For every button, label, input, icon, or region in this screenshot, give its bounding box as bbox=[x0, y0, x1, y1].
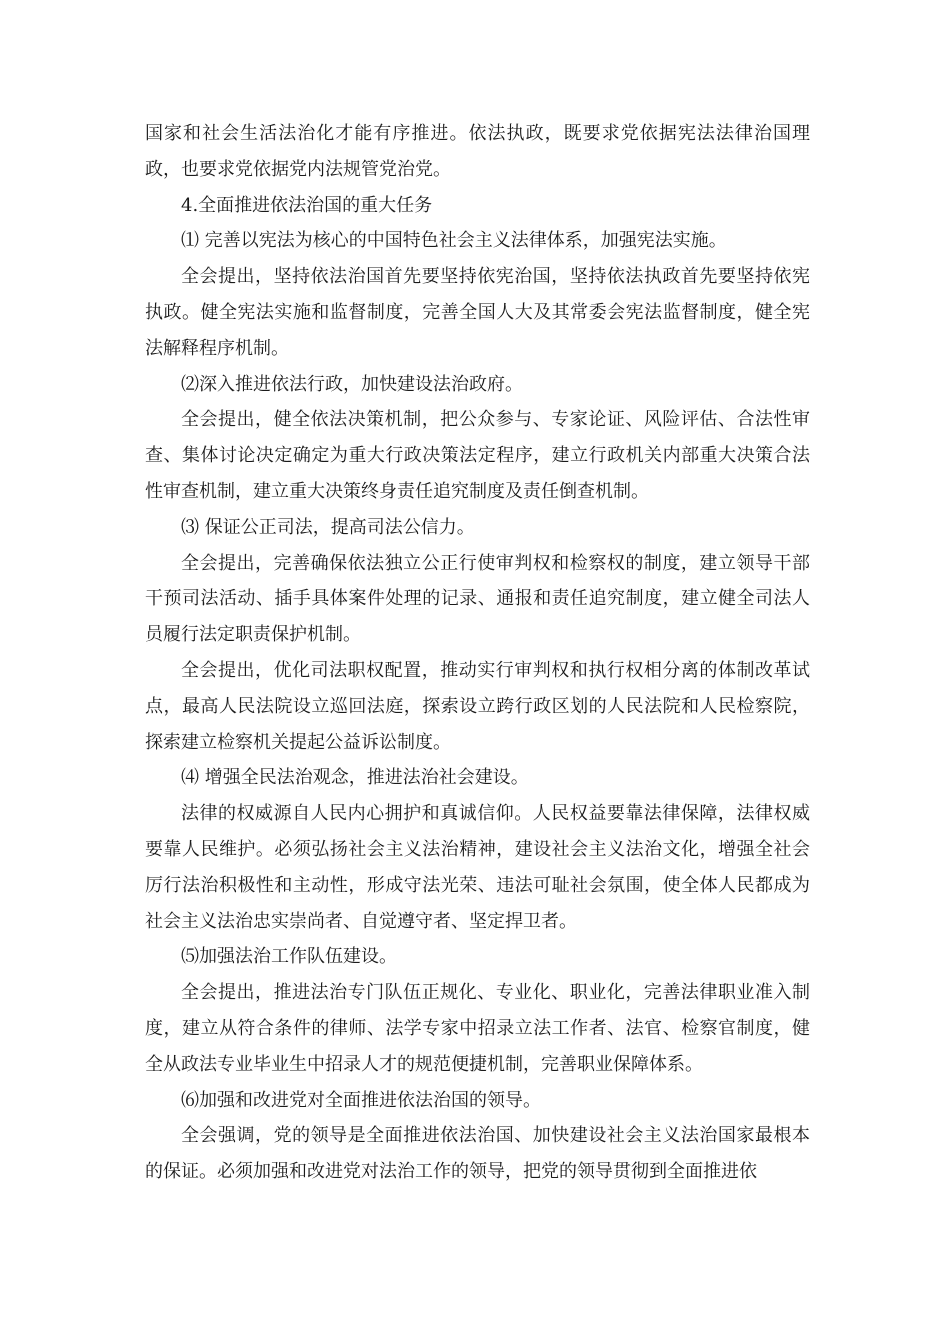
subsection-heading-1: ⑴ 完善以宪法为核心的中国特色社会主义法律体系，加强宪法实施。 bbox=[181, 230, 727, 252]
body-paragraph: 全会提出，坚持依法治国首先要坚持依宪治国，坚持依法执政首先要坚持依宪执政。健全宪法实施和监督制度，完善全国人大及其常委会宪法监督制度，健全宪法解释程序机制。 bbox=[145, 266, 810, 359]
body-paragraph: 全会提出，完善确保依法独立公正行使审判权和检察权的制度，建立领导干部干预司法活动、插手具体案件处理的记录、通报和责任追究制度，建立健全司法人员履行法定职责保护机制。 bbox=[145, 552, 810, 646]
body-paragraph: 法律的权威源自人民内心拥护和真诚信仰。人民权益要靠法律保障，法律权威要靠人民维护。必须弘扬社会主义法治精神，建设社会主义法治文化，增强全社会厉行法治积极性和主动性，形成守法光荣、违法可耻社会氛围，使全体人民都成为社会主义法治忠实崇尚者、自觉遵守者、坚定捍卫者。 bbox=[145, 803, 810, 932]
section-heading: 4.全面推进依法治国的重大任务 bbox=[181, 194, 433, 216]
subsection-heading-3: ⑶ 保证公正司法，提高司法公信力。 bbox=[181, 516, 475, 538]
paragraph-continuation: 国家和社会生活法治化才能有序推进。依法执政，既要求党依据宪法法律治国理政，也要求党依据党内法规管党治党。 bbox=[145, 123, 810, 180]
document-body bbox=[145, 116, 810, 1190]
subsection-heading-2: ⑵深入推进依法行政，加快建设法治政府。 bbox=[181, 373, 523, 395]
body-paragraph: 全会强调，党的领导是全面推进依法治国、加快建设社会主义法治国家最根本的保证。必须加强和改进党对法治工作的领导，把党的领导贯彻到全面推进依 bbox=[145, 1125, 810, 1183]
body-paragraph: 全会提出，健全依法决策机制，把公众参与、专家论证、风险评估、合法性审查、集体讨论决定确定为重大行政决策法定程序，建立行政机关内部重大决策合法性审查机制，建立重大决策终身责任追究制度及责任倒查机制。 bbox=[145, 409, 810, 502]
subsection-heading-4: ⑷ 增强全民法治观念，推进法治社会建设。 bbox=[181, 767, 529, 789]
subsection-heading-6: ⑹加强和改进党对全面推进依法治国的领导。 bbox=[181, 1089, 541, 1111]
body-paragraph: 全会提出，优化司法职权配置，推动实行审判权和执行权相分离的体制改革试点，最高人民法院设立巡回法庭，探索设立跨行政区划的人民法院和人民检察院，探索建立检察机关提起公益诉讼制度。 bbox=[145, 659, 810, 753]
subsection-heading-5: ⑸加强法治工作队伍建设。 bbox=[181, 946, 397, 968]
body-paragraph: 全会提出，推进法治专门队伍正规化、专业化、职业化，完善法律职业准入制度，建立从符合条件的律师、法学专家中招录立法工作者、法官、检察官制度，健全从政法专业毕业生中招录人才的规范便捷机制，完善职业保障体系。 bbox=[145, 982, 810, 1075]
